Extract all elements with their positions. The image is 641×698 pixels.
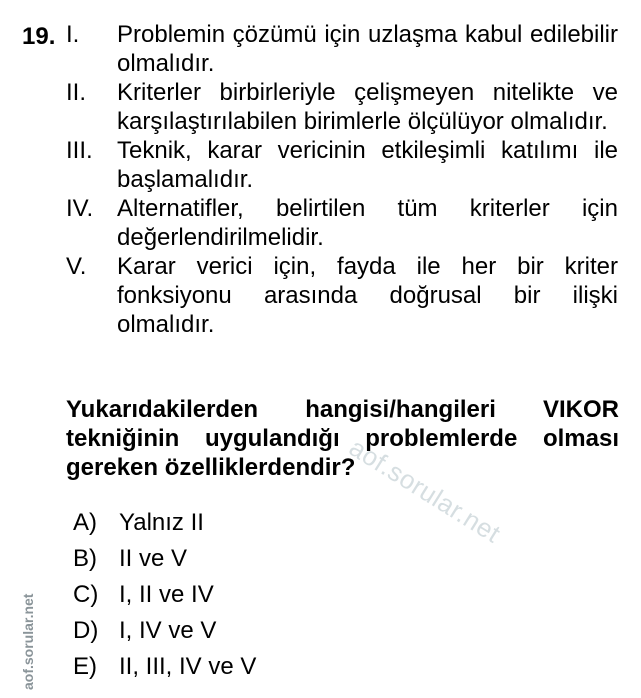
- statement-text: Karar verici için, fayda ile her bir kriter fonksiyonu arasında doğrusal bir ilişki olmalıdır.: [117, 253, 618, 338]
- option-text: I, II ve IV: [119, 581, 214, 608]
- statement-numeral: I.: [66, 21, 80, 48]
- option-letter: D): [73, 617, 99, 644]
- option-e[interactable]: [73, 649, 256, 685]
- statement-list: [66, 20, 618, 339]
- watermark-side: aof.sorular.net: [20, 593, 36, 690]
- statement-text: Alternatifler, belirtilen tüm kriterler için değerlendirilmelidir.: [117, 195, 618, 251]
- statement-numeral: II.: [66, 79, 87, 106]
- option-text: II, III, IV ve V: [119, 653, 257, 680]
- statement-item: [66, 136, 618, 194]
- statement-item: [66, 20, 618, 78]
- option-letter: C): [73, 581, 99, 608]
- option-text: Yalnız II: [119, 509, 204, 536]
- statement-item: [66, 194, 618, 252]
- option-text: II ve V: [119, 545, 188, 572]
- answer-options: [73, 505, 256, 685]
- option-letter: A): [73, 509, 97, 536]
- statement-text: Problemin çözümü için uzlaşma kabul edilebilir olmalıdır.: [117, 21, 618, 77]
- option-text: I, IV ve V: [119, 617, 217, 644]
- option-letter: E): [73, 653, 97, 680]
- statement-text: Teknik, karar vericinin etkileşimli katılımı ile başlamalıdır.: [117, 137, 618, 193]
- option-b[interactable]: [73, 541, 256, 577]
- option-letter: B): [73, 545, 97, 572]
- statement-item: [66, 78, 618, 136]
- statement-text: Kriterler birbirleriyle çelişmeyen nitelikte ve karşılaştırılabilen birimlerle ölçülüyor olmalıdır.: [117, 79, 618, 135]
- statement-numeral: IV.: [66, 195, 94, 222]
- statement-numeral: V.: [66, 253, 87, 280]
- option-c[interactable]: [73, 577, 256, 613]
- question-prompt: Yukarıdakilerden hangisi/hangileri VIKOR tekniğinin uygulandığı problemlerde olması gereken özelliklerdendir?: [66, 396, 619, 481]
- option-a[interactable]: [73, 505, 256, 541]
- statement-numeral: III.: [66, 137, 93, 164]
- statement-item: [66, 252, 618, 339]
- question-number: 19.: [22, 23, 56, 50]
- watermark-diagonal: aof.sorular.net: [344, 432, 507, 549]
- option-d[interactable]: [73, 613, 256, 649]
